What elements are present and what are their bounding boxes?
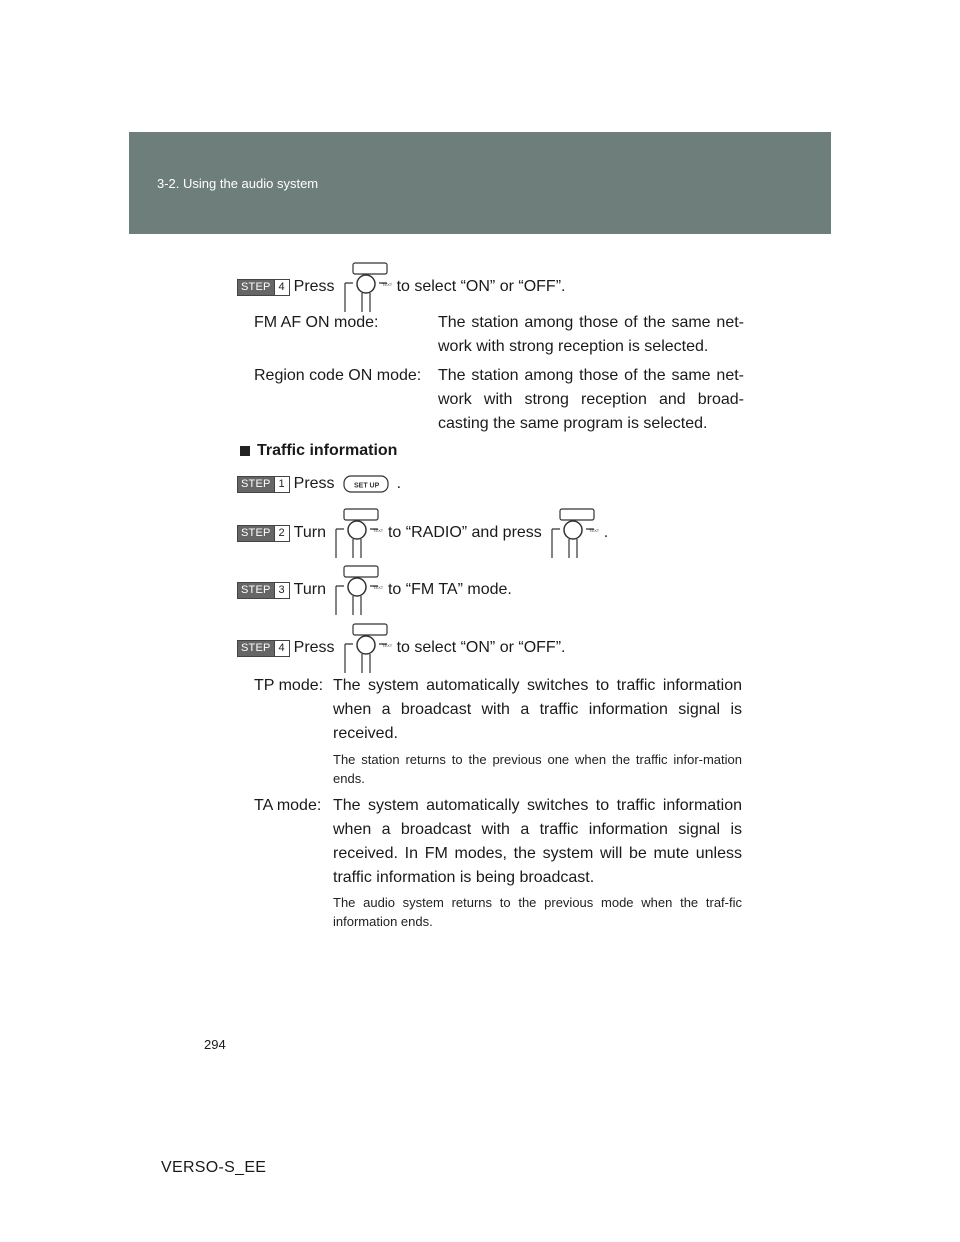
step-text: . [396,475,402,492]
definition-note: The audio system returns to the previous mode when the traf-fic information ends. [333,895,742,929]
setup-button-icon [343,475,389,493]
svg-text:TEXT: TEXT [588,528,600,533]
svg-text:SET UP: SET UP [353,482,379,490]
step-text: Press [293,475,335,492]
definition-term: Region code ON mode: [254,367,422,384]
definition-note: The station returns to the previous one when the traffic infor-mation ends. [333,752,742,786]
step-badge: STEP 4 [237,640,290,657]
definition-term: TA mode: [254,797,322,814]
page-number: 294 [204,1037,226,1052]
svg-text:TEXT: TEXT [372,528,384,533]
definition-desc: The station among those of the same net-work with strong reception is selected. [438,314,744,355]
step-badge: STEP 2 [237,525,290,542]
square-bullet-icon [240,446,250,456]
step-row [237,273,565,301]
svg-text:TEXT: TEXT [372,585,384,590]
section-title: 3-2. Using the audio system [157,176,319,191]
step-text: Press [293,278,335,295]
step-badge: STEP 1 [237,476,290,493]
svg-text:TEXT: TEXT [381,643,392,648]
tune-select-knob-icon [332,565,382,615]
step-text: . [603,524,609,541]
step-row [237,634,565,662]
definition-desc: The system automatically switches to traffic information when a broadcast with a traffic information signal is received. In FM modes, the system will be mute unless traffic information is being broadcast. [333,797,742,886]
step-badge: STEP 3 [237,582,290,599]
step-text: to “RADIO” and press [387,524,542,541]
step-text: Turn [293,524,326,541]
section-heading: Traffic information [240,442,397,460]
definition-desc: The system automatically switches to traffic information when a broadcast with a traffic information signal is received. [333,677,742,742]
definition-term: FM AF ON mode: [254,314,379,331]
step-text: to “FM TA” mode. [387,581,512,598]
step-row [237,470,401,498]
step-text: to select “ON” or “OFF”. [396,639,566,656]
step-text: Press [293,639,335,656]
step-badge: STEP 4 [237,279,290,296]
definition-desc: The station among those of the same net-work with strong reception and broad-casting the same program is selected. [438,367,744,432]
step-row [237,576,512,604]
step-row [237,519,608,547]
definition-term: TP mode: [254,677,324,694]
tune-select-knob-icon [341,262,391,312]
step-text: Turn [293,581,326,598]
svg-text:TEXT: TEXT [381,282,392,287]
tune-select-knob-icon [341,623,391,673]
tune-select-knob-icon [332,508,382,558]
tune-select-knob-icon [548,508,598,558]
model-code: VERSO-S_EE [161,1159,267,1176]
step-text: to select “ON” or “OFF”. [396,278,566,295]
